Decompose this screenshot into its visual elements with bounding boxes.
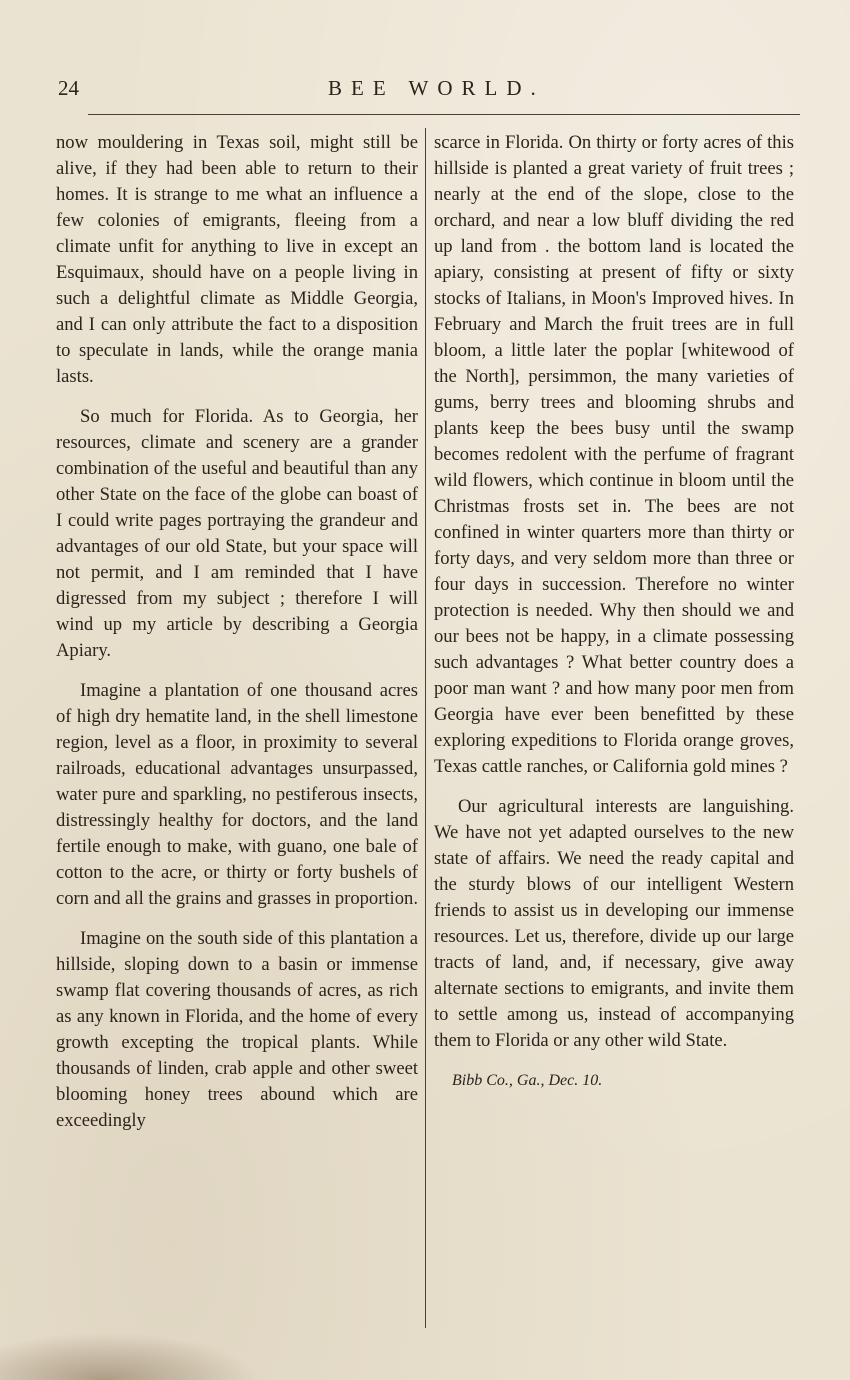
page-number: 24 [58,76,79,100]
right-column [434,130,794,1108]
paper-stain [0,1332,260,1380]
column-divider [425,128,426,1328]
signature-line: Bibb Co., Ga., Dec. 10. [452,1072,603,1089]
paragraph: Our agricultural interests are languishing. We have not yet adapted ourselves to the new state of affairs. We need the ready capital and the sturdy blows of our intelligent Western friends to assist us in developing our immense resources. Let us, therefore, divide up our large tracts of land, and, if necessary, give away alternate sections to emigrants, and invite them to settle among us, instead of accompanying them to Florida or any other wild State. [434,796,794,1051]
paragraph: now mouldering in Texas soil, might still be alive, if they had been able to return to their homes. It is strange to me what an influence a few colonies of emigrants, fleeing from a climate unfit for anything to live in except an Esquimaux, should have on a people living in such a delightful climate as Middle Georgia, and I can only attribute the fact to a disposition to speculate in lands, while the orange mania lasts. [56,132,418,387]
running-title: BEE WORLD. [328,76,545,100]
left-column [56,130,418,1148]
page-header [58,76,798,106]
paragraph: Imagine on the south side of this plantation a hillside, sloping down to a basin or immense swamp flat covering thousands of acres, as rich as any known in Florida, and the home of every growth excepting the tropical plants. While thousands of linden, crab apple and other sweet blooming honey trees abound which are exceedingly [56,928,418,1131]
paragraph: So much for Florida. As to Georgia, her resources, climate and scenery are a grander combination of the useful and beautiful than any other State on the face of the globe can boast of I could write pages portraying the grandeur and advantages of our old State, but your space will not permit, and I am reminded that I have digressed from my subject ; therefore I will wind up my article by describing a Georgia Apiary. [56,406,418,661]
header-rule [88,114,800,115]
paragraph: Imagine a plantation of one thousand acres of high dry hematite land, in the shell limestone region, level as a floor, in proximity to several railroads, educational advantages unsurpassed, water pure and sparkling, no pestiferous insects, distressingly healthy for doctors, and the land fertile enough to make, with guano, one bale of cotton to the acre, or thirty or forty bushels of corn and all the grains and grasses in proportion. [56,680,418,909]
paragraph: scarce in Florida. On thirty or forty acres of this hillside is planted a great variety of fruit trees ; nearly at the end of the slope, close to the orchard, and near a low bluff dividing the red up land from . the bottom land is located the apiary, consisting at present of fifty or sixty stocks of Italians, in Moon's Improved hives. In February and March the fruit trees are in full bloom, a little later the poplar [whitewood of the North], persimmon, the many varieties of gums, berry trees and blooming shrubs and plants keep the bees busy until the swamp becomes redolent with the perfume of fragrant wild flowers, which continue in bloom until the Christmas frosts set in. The bees are not confined in winter quarters more than thirty or forty days, and very seldom more than three or four days in succession. Therefore no winter protection is needed. Why then should we and our bees not be happy, in a climate possessing such advantages ? What better country does a poor man want ? and how many poor men from Georgia have ever been benefitted by these exploring expeditions to Florida orange groves, Texas cattle ranches, or California gold mines ? [434,132,794,777]
